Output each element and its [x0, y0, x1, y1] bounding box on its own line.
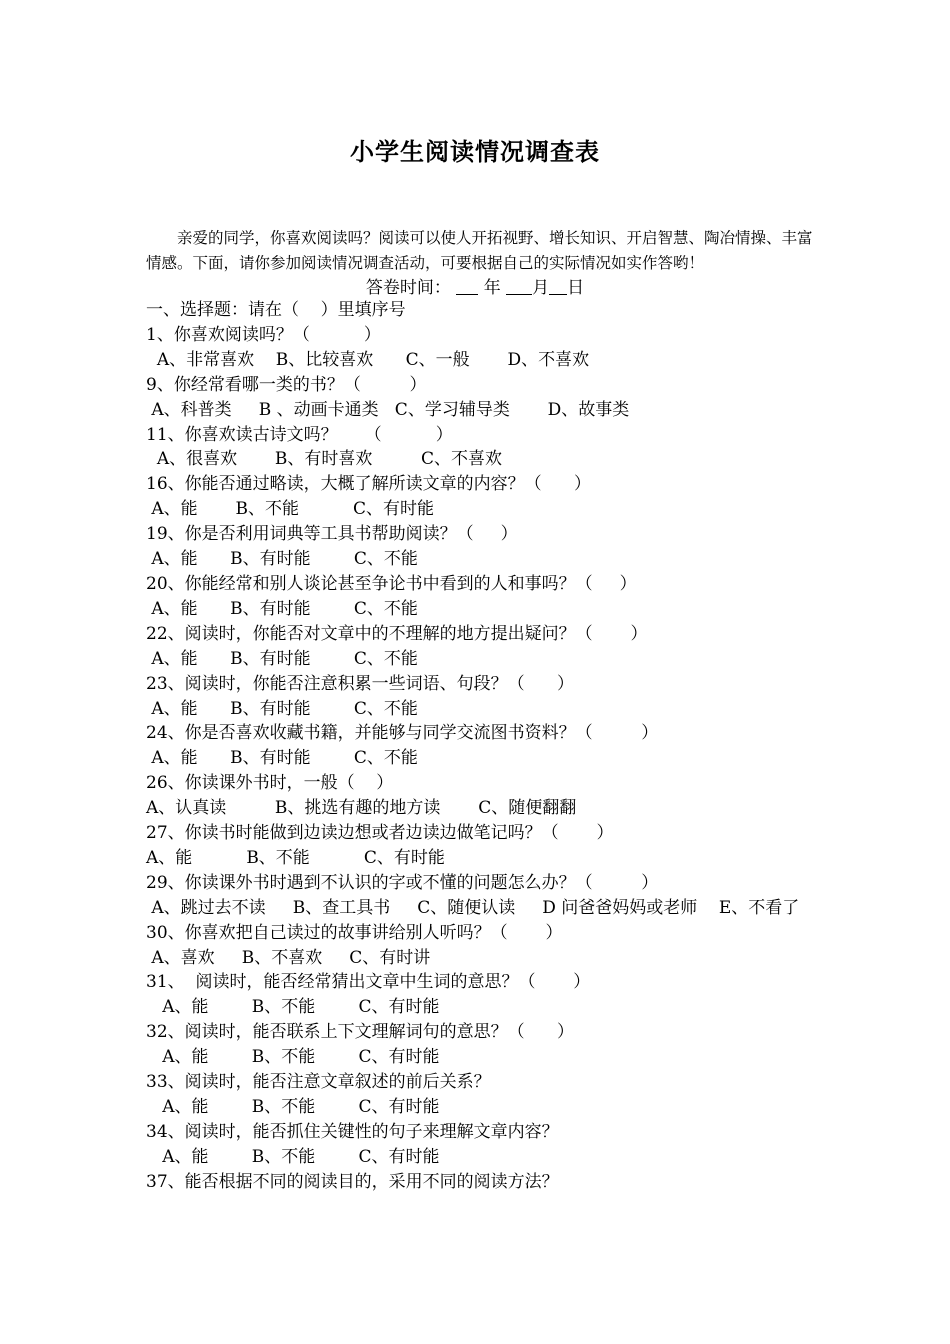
question-text: 31、 阅读时，能否经常猜出文章中生词的意思？（ ）: [146, 972, 591, 993]
answer-options: A、跳过去不读 B、查工具书 C、随便认读 D 问爸爸妈妈或老师 E、不看了: [146, 897, 800, 918]
answer-options: A、能 B、不能 C、有时能: [146, 1047, 440, 1068]
question-text: 34、阅读时，能否抓住关键性的句子来理解文章内容？: [146, 1121, 559, 1142]
month-blank: [506, 278, 532, 295]
answer-options: A、能 B、有时能 C、不能: [146, 598, 418, 619]
answer-options: A、很喜欢 B、有时喜欢 C、不喜欢: [146, 449, 503, 470]
year-blank: [456, 278, 478, 295]
question-text: 37、能否根据不同的阅读目的，采用不同的阅读方法？: [146, 1171, 559, 1192]
question-text: 9、你经常看哪一类的书？（ ）: [146, 374, 427, 395]
question-text: 22、阅读时，你能否对文章中的不理解的地方提出疑问？（ ）: [146, 623, 648, 644]
questions-container: [146, 323, 826, 1195]
question-text: 16、你能否通过略读，大概了解所读文章的内容？（ ）: [146, 474, 592, 495]
question-text: 20、你能经常和别人谈论甚至争论书中看到的人和事吗？（ ）: [146, 573, 637, 594]
answer-options: A、能 B、有时能 C、不能: [146, 549, 418, 570]
answer-options: A、喜欢 B、不喜欢 C、有时讲: [146, 947, 431, 968]
answer-time-label: 答卷时间：: [365, 278, 451, 298]
day-label: 日: [567, 278, 585, 298]
question-text: 26、你读课外书时，一般（ ）: [146, 773, 394, 794]
answer-options: A、能 B、不能 C、有时能: [146, 1097, 440, 1117]
answer-options: A、能 B、不能 C、有时能: [146, 1146, 440, 1167]
page-title: 小学生阅读情况调查表: [350, 137, 600, 166]
question-text: 27、你读书时能做到边读边想或者边读边做笔记吗？（ ）: [146, 823, 614, 844]
answer-options: A、非常喜欢 B、比较喜欢 C、一般 D、不喜欢: [146, 349, 590, 370]
question-text: 11、你喜欢读古诗文吗？ （ ）: [146, 424, 453, 445]
section-heading: 一、选择题：请在（ ）里填序号: [146, 300, 406, 320]
answer-options: A、认真读 B、挑选有趣的地方读 C、随便翻翻: [146, 798, 577, 819]
question-text: 29、你读课外书时遇到不认识的字或不懂的问题怎么办？（ ）: [146, 872, 659, 893]
question-list: [146, 298, 826, 1195]
answer-options: A、能 B、不能 C、有时能: [146, 847, 445, 868]
answer-options: A、能 B、有时能 C、不能: [146, 648, 418, 669]
answer-options: A、能 B、不能 C、有时能: [146, 499, 435, 520]
question-text: 33、阅读时，能否注意文章叙述的前后关系？: [146, 1072, 491, 1093]
year-label: 年: [483, 278, 501, 298]
answer-options: A、能 B、有时能 C、不能: [146, 698, 418, 719]
day-blank: [549, 278, 567, 295]
intro-paragraph: 亲爱的同学，你喜欢阅读吗？阅读可以使人开拓视野、增长知识、开启智慧、陶冶情操、丰富情感。下面，请你参加阅读情况调查活动，可要根据自己的实际情况如实作答哟！: [146, 229, 813, 272]
question-text: 32、阅读时，能否联系上下文理解词句的意思？（ ）: [146, 1022, 575, 1043]
question-text: 23、阅读时，你能否注意积累一些词语、句段？（ ）: [146, 673, 575, 694]
month-label: 月: [532, 278, 550, 298]
answer-options: A、能 B、不能 C、有时能: [146, 997, 440, 1018]
answer-time-line: [0, 273, 950, 298]
question-text: 30、你喜欢把自己读过的故事讲给别人听吗？（ ）: [146, 922, 563, 943]
question-text: 19、你是否利用词典等工具书帮助阅读？（ ）: [146, 524, 518, 545]
answer-options: A、科普类 B 、动画卡通类 C、学习辅导类 D、故事类: [146, 399, 630, 420]
answer-options: A、能 B、有时能 C、不能: [146, 748, 418, 769]
question-text: 1、你喜欢阅读吗？（ ）: [146, 324, 381, 345]
question-text: 24、你是否喜欢收藏书籍，并能够与同学交流图书资料？（ ）: [146, 723, 659, 744]
